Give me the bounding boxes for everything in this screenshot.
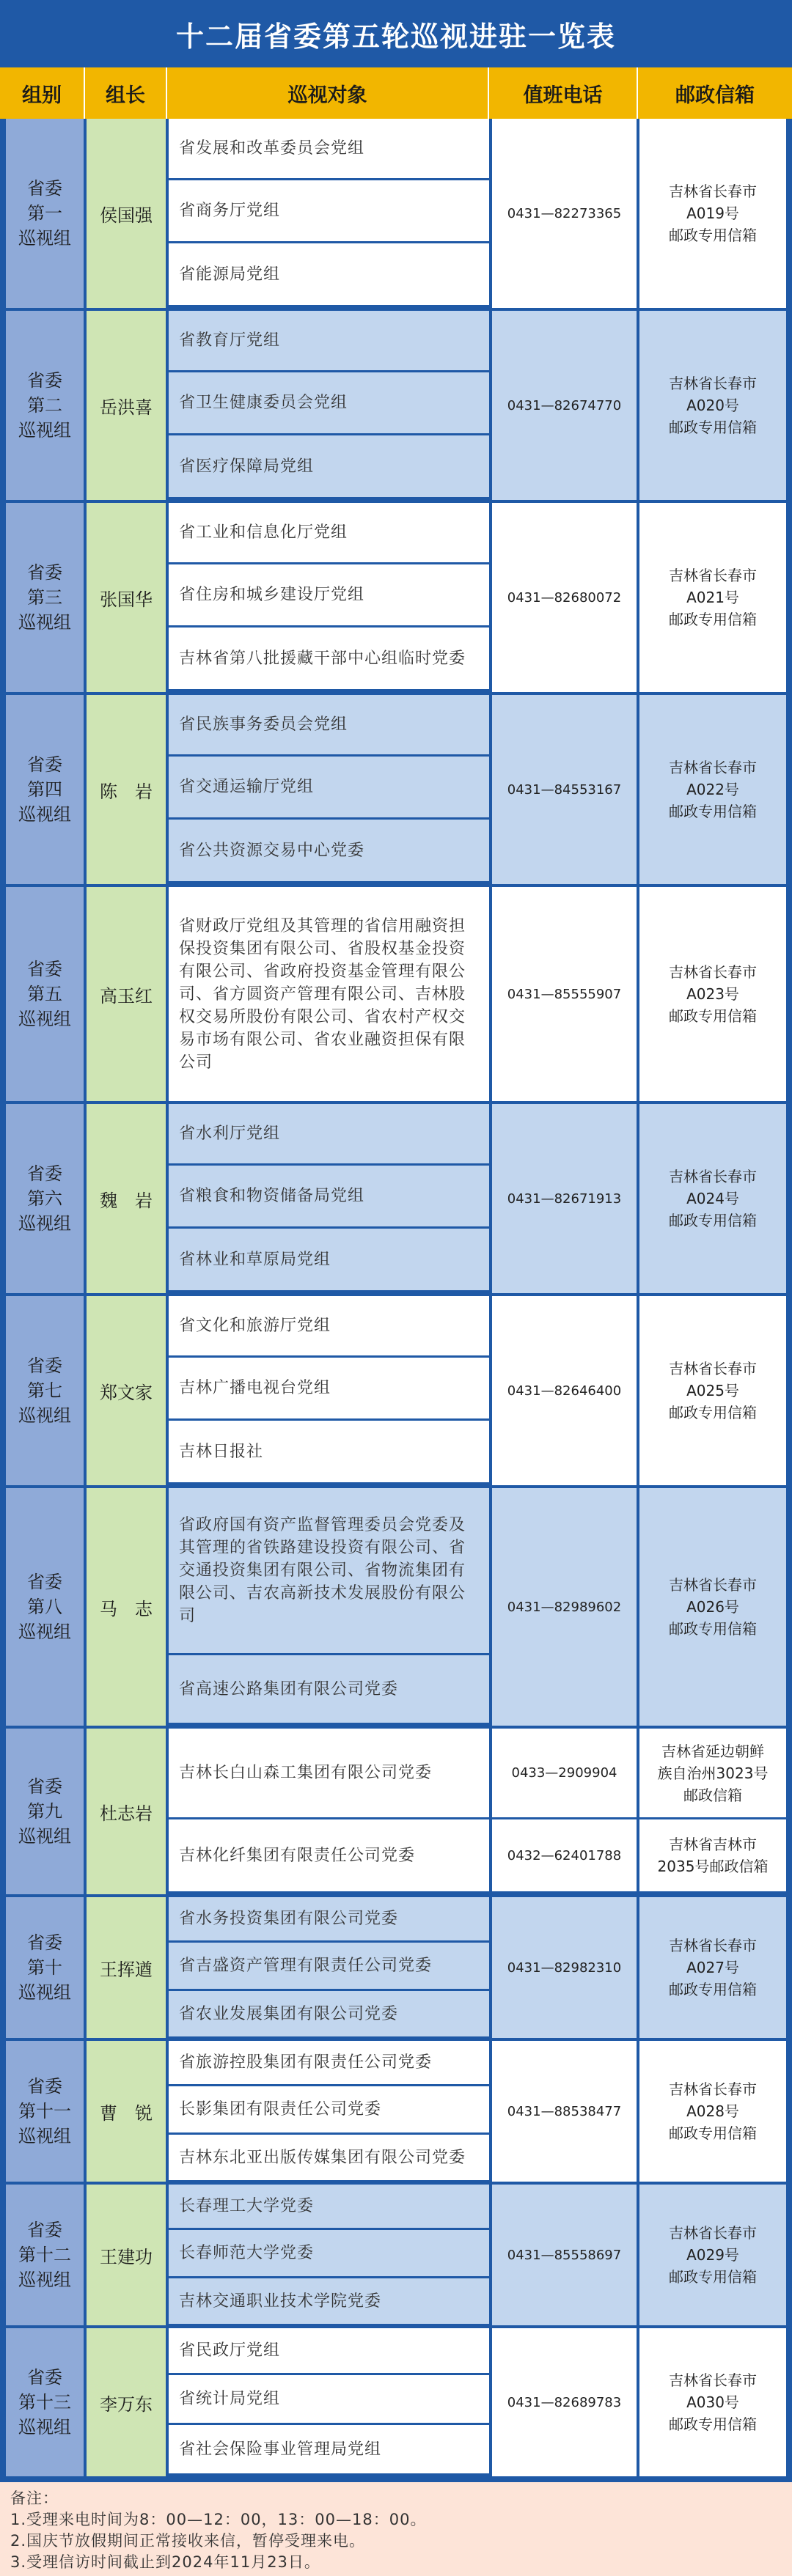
duty-phone: 0431—82674770 — [489, 311, 637, 500]
target-item: 吉林日报社 — [169, 1421, 489, 1482]
postal-mailbox: 吉林省长春市 A023号 邮政专用信箱 — [639, 887, 786, 1101]
postal-mailbox: 吉林省长春市 A019号 邮政专用信箱 — [639, 119, 786, 308]
duty-phone: 0433—2909904 — [489, 1729, 637, 1817]
target-item: 省文化和旅游厅党组 — [169, 1296, 489, 1355]
group-block — [0, 1488, 792, 1726]
target-item: 省高速公路集团有限公司党委 — [169, 1655, 489, 1723]
target-list — [169, 1729, 489, 1894]
group-name: 省委 第五 巡视组 — [6, 887, 84, 1101]
target-item: 省政府国有资产监督管理委员会党委及其管理的省铁路建设投资有限公司、省交通投资集团有限公司、省物流集团有限公司、吉农高新技术发展股份有限公司 — [169, 1488, 489, 1653]
group-block — [0, 1296, 792, 1485]
duty-phone: 0431—82989602 — [489, 1488, 637, 1726]
duty-phone: 0431—82680072 — [489, 503, 637, 692]
target-list — [169, 1897, 489, 2038]
group-block — [0, 2328, 792, 2476]
duty-phone: 0432—62401788 — [489, 1819, 637, 1891]
header-targets: 巡视对象 — [167, 67, 489, 119]
group-name: 省委 第八 巡视组 — [6, 1488, 84, 1726]
group-block — [0, 2185, 792, 2325]
target-list — [169, 1488, 489, 1726]
group-name: 省委 第七 巡视组 — [6, 1296, 84, 1485]
target-item: 省教育厅党组 — [169, 311, 489, 370]
postal-mailbox: 吉林省长春市 A026号 邮政专用信箱 — [639, 1488, 786, 1726]
postal-mailbox: 吉林省延边朝鲜 族自治州3023号 邮政信箱 — [639, 1729, 786, 1817]
postal-mailbox: 吉林省长春市 A029号 邮政专用信箱 — [639, 2185, 786, 2325]
group-name: 省委 第九 巡视组 — [6, 1729, 84, 1894]
group-block — [0, 695, 792, 884]
target-list — [169, 1104, 489, 1293]
target-item: 省财政厅党组及其管理的省信用融资担保投资集团有限公司、省股权基金投资有限公司、省政府投资基金管理有限公司、省方圆资产管理有限公司、吉林股权交易所股份有限公司、省农村产权交易市场有限公司、省农业融资担保有限公司 — [169, 887, 489, 1101]
group-name: 省委 第三 巡视组 — [6, 503, 84, 692]
target-list — [169, 119, 489, 308]
group-leader: 张国华 — [87, 503, 166, 692]
target-item: 省工业和信息化厅党组 — [169, 503, 489, 562]
target-item: 省商务厅党组 — [169, 180, 489, 241]
duty-phone: 0431—85555907 — [489, 887, 637, 1101]
postal-mailbox: 吉林省长春市 A025号 邮政专用信箱 — [639, 1296, 786, 1485]
group-block — [0, 1104, 792, 1293]
target-item: 省吉盛资产管理有限责任公司党委 — [169, 1943, 489, 1989]
duty-phone: 0431—82982310 — [489, 1897, 637, 2038]
page-title: 十二届省委第五轮巡视进驻一览表 — [0, 0, 792, 67]
target-list — [169, 2041, 489, 2182]
target-item: 省能源局党组 — [169, 243, 489, 305]
target-item: 省医疗保障局党组 — [169, 435, 489, 497]
group-name: 省委 第二 巡视组 — [6, 311, 84, 500]
group-block — [0, 887, 792, 1101]
target-item: 吉林东北亚出版传媒集团有限公司党委 — [169, 2135, 489, 2180]
target-item: 吉林广播电视台党组 — [169, 1358, 489, 1418]
postal-mailbox: 吉林省长春市 A022号 邮政专用信箱 — [639, 695, 786, 884]
note-title: 备注： — [10, 2489, 59, 2507]
table-header — [0, 67, 792, 119]
postal-mailbox: 吉林省长春市 A028号 邮政专用信箱 — [639, 2041, 786, 2182]
group-leader: 王建功 — [87, 2185, 166, 2325]
group-block — [0, 311, 792, 500]
group-block — [0, 1729, 792, 1894]
group-leader: 陈 岩 — [87, 695, 166, 884]
target-list — [169, 503, 489, 692]
target-item: 省交通运输厅党组 — [169, 757, 489, 817]
inspection-table — [0, 119, 792, 2479]
header-leader: 组长 — [85, 67, 167, 119]
duty-phone: 0431—88538477 — [489, 2041, 637, 2182]
target-item: 省粮食和物资储备局党组 — [169, 1166, 489, 1226]
target-item: 吉林化纤集团有限责任公司党委 — [169, 1819, 489, 1891]
header-group: 组别 — [0, 67, 85, 119]
group-leader: 马 志 — [87, 1488, 166, 1726]
header-phone: 值班电话 — [489, 67, 638, 119]
group-block — [0, 2041, 792, 2182]
duty-phone: 0431—82273365 — [489, 119, 637, 308]
postal-mailbox: 吉林省长春市 A027号 邮政专用信箱 — [639, 1897, 786, 2038]
target-item: 省农业发展集团有限公司党委 — [169, 1991, 489, 2036]
group-name: 省委 第四 巡视组 — [6, 695, 84, 884]
target-item: 吉林交通职业技术学院党委 — [169, 2278, 489, 2324]
target-item: 省发展和改革委员会党组 — [169, 119, 489, 178]
group-leader: 杜志岩 — [87, 1729, 166, 1894]
duty-phone: 0431—82671913 — [489, 1104, 637, 1293]
group-name: 省委 第十二 巡视组 — [6, 2185, 84, 2325]
postal-mailbox: 吉林省长春市 A020号 邮政专用信箱 — [639, 311, 786, 500]
group-leader: 魏 岩 — [87, 1104, 166, 1293]
target-item: 长影集团有限责任公司党委 — [169, 2086, 489, 2132]
note-item: 3.受理信访时间截止到2024年11月23日。 — [10, 2553, 320, 2571]
note-item: 1.受理来电时间为8：00—12：00，13：00—18：00。 — [10, 2511, 427, 2528]
target-item: 省水务投资集团有限公司党委 — [169, 1897, 489, 1940]
postal-mailbox: 吉林省长春市 A030号 邮政专用信箱 — [639, 2328, 786, 2476]
group-leader: 王挥遒 — [87, 1897, 166, 2038]
target-item: 省旅游控股集团有限责任公司党委 — [169, 2041, 489, 2084]
group-leader: 李万东 — [87, 2328, 166, 2476]
target-item: 省民政厅党组 — [169, 2328, 489, 2373]
group-block — [0, 119, 792, 308]
group-block — [0, 1897, 792, 2038]
target-list — [169, 887, 489, 1101]
target-item: 省公共资源交易中心党委 — [169, 820, 489, 881]
target-item: 省统计局党组 — [169, 2375, 489, 2423]
header-mailbox: 邮政信箱 — [675, 84, 755, 107]
postal-mailbox: 吉林省长春市 A021号 邮政专用信箱 — [639, 503, 786, 692]
target-list — [169, 695, 489, 884]
group-leader: 岳洪喜 — [87, 311, 166, 500]
postal-mailbox: 吉林省吉林市 2035号邮政信箱 — [639, 1819, 786, 1891]
target-item: 省住房和城乡建设厅党组 — [169, 564, 489, 625]
group-name: 省委 第十 巡视组 — [6, 1897, 84, 2038]
duty-phone: 0431—82646400 — [489, 1296, 637, 1485]
group-name: 省委 第十一 巡视组 — [6, 2041, 84, 2182]
notes-section — [0, 2479, 792, 2576]
duty-phone: 0431—82689783 — [489, 2328, 637, 2476]
group-leader: 郑文家 — [87, 1296, 166, 1485]
group-leader: 高玉红 — [87, 887, 166, 1101]
group-block — [0, 503, 792, 692]
duty-phone: 0431—85558697 — [489, 2185, 637, 2325]
group-leader: 曹 锐 — [87, 2041, 166, 2182]
target-item: 长春理工大学党委 — [169, 2185, 489, 2228]
group-name: 省委 第十三 巡视组 — [6, 2328, 84, 2476]
group-name: 省委 第一 巡视组 — [6, 119, 84, 308]
target-item: 省卫生健康委员会党组 — [169, 372, 489, 433]
note-item: 2.国庆节放假期间正常接收来信，暂停受理来电。 — [10, 2532, 366, 2550]
target-list — [169, 311, 489, 500]
target-list — [169, 1296, 489, 1485]
group-leader: 侯国强 — [87, 119, 166, 308]
target-item: 吉林省第八批援藏干部中心组临时党委 — [169, 628, 489, 689]
group-name: 省委 第六 巡视组 — [6, 1104, 84, 1293]
target-item: 省社会保险事业管理局党组 — [169, 2425, 489, 2473]
postal-mailbox: 吉林省长春市 A024号 邮政专用信箱 — [639, 1104, 786, 1293]
target-list — [169, 2185, 489, 2325]
target-list — [169, 2328, 489, 2476]
target-item: 省林业和草原局党组 — [169, 1229, 489, 1290]
target-item: 吉林长白山森工集团有限公司党委 — [169, 1729, 489, 1817]
target-item: 长春师范大学党委 — [169, 2230, 489, 2276]
duty-phone: 0431—84553167 — [489, 695, 637, 884]
target-item: 省水利厅党组 — [169, 1104, 489, 1163]
target-item: 省民族事务委员会党组 — [169, 695, 489, 754]
